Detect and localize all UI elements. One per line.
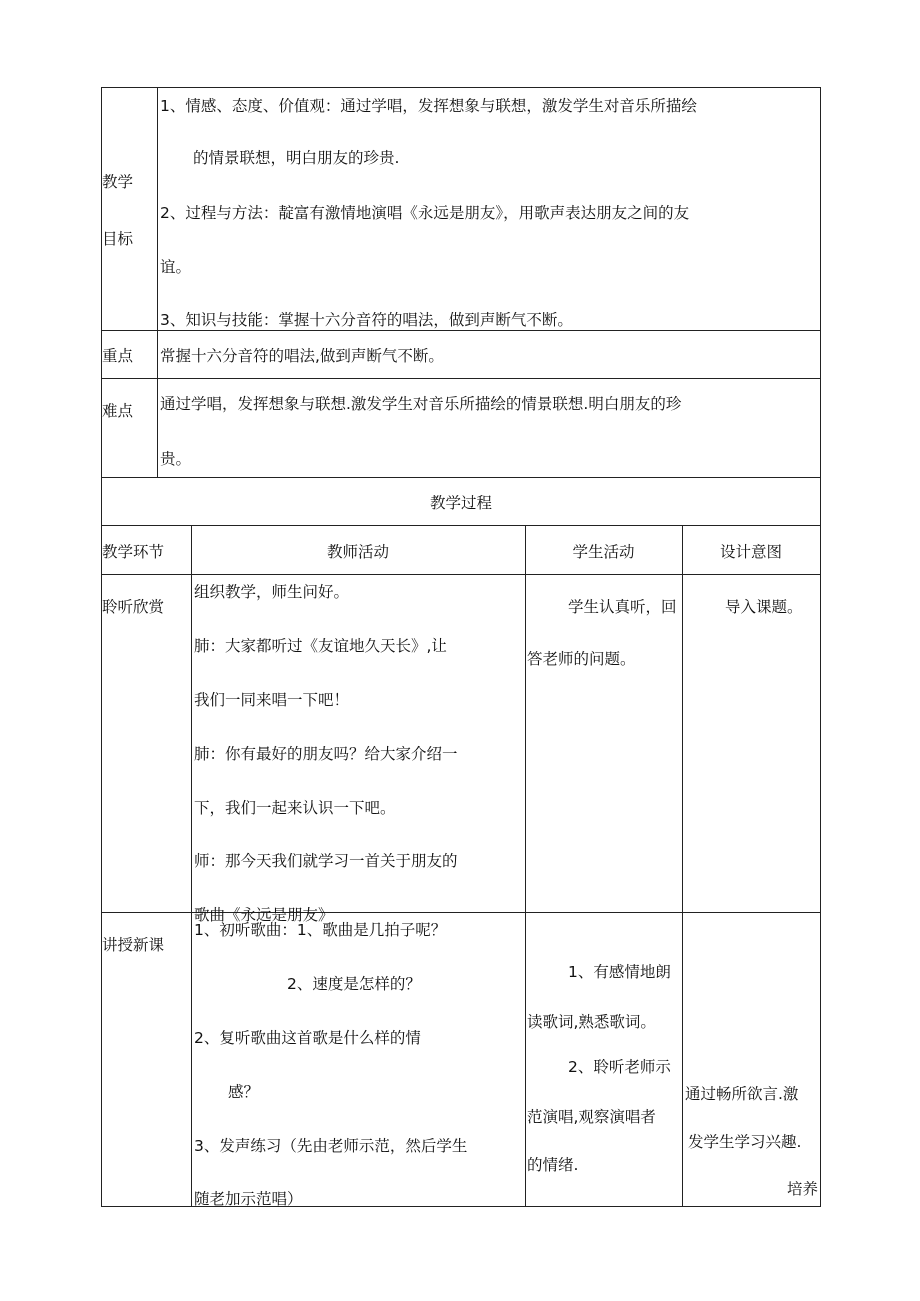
row2-teacher-cell [192, 913, 525, 1206]
objective-line-5: 3、知识与技能：掌握十六分音符的唱法，做到声断气不断。 [160, 311, 573, 329]
objective-line-3: 2、过程与方法：靛富有激情地演唱《永远是朋友》，用歌声表达朋友之间的友 [160, 204, 690, 222]
table-border-top [101, 87, 821, 88]
divider-objectives [101, 330, 821, 331]
row2-intent-line-3: 培养 [787, 1180, 819, 1198]
column-divider-2 [525, 525, 526, 1207]
header-stage: 教学环节 [102, 543, 165, 561]
process-title: 教学过程 [429, 494, 492, 512]
row2-intent-line-1: 通过畅所欲言.激 [685, 1085, 799, 1103]
keypoint-text: 常握十六分音符的唱法,做到声断气不断。 [160, 347, 444, 365]
header-intent: 设计意图 [719, 543, 782, 561]
row2-teacher-line-4: 感？ [228, 1083, 260, 1101]
row1-teacher-line-1: 组织教学，师生问好。 [194, 583, 350, 601]
difficulty-line-1: 通过学唱，发挥想象与联想.激发学生对音乐所描绘的情景联想.明白朋友的珍 [160, 395, 682, 413]
objectives-label-2: 目标 [102, 230, 134, 248]
row2-student-line-2: 读歌词,熟悉歌词。 [527, 1013, 656, 1031]
row1-teacher-line-5: 下，我们一起来认识一下吧。 [194, 799, 396, 817]
row1-intent: 导入课题。 [725, 598, 803, 616]
row2-student-line-5: 的情绪. [527, 1156, 579, 1174]
row2-teacher-line-5: 3、发声练习（先由老师示范，然后学生 [194, 1137, 468, 1155]
row2-teacher-line-3: 2、复听歌曲这首歌是什么样的情 [194, 1029, 421, 1047]
row1-teacher-line-4: 肺：你有最好的朋友吗？给大家介绍一 [194, 745, 458, 763]
divider-keypoint [101, 378, 821, 379]
label-column-divider [157, 87, 158, 478]
objective-line-1: 1、情感、态度、价值观：通过学唱，发挥想象与联想，激发学生对音乐所描绘 [160, 97, 697, 115]
divider-process-title [101, 525, 821, 526]
row1-student-line-1: 学生认真听，回 [568, 598, 677, 616]
divider-difficulty [101, 477, 821, 478]
row2-student-line-1: 1、有感情地朗 [568, 963, 671, 981]
row2-intent-line-2: 发学生学习兴趣. [688, 1133, 802, 1151]
row2-teacher-line-6: 随老加示范唱） [194, 1190, 303, 1208]
row2-teacher-line-1: 1、初听歌曲：1、歌曲是几拍子呢？ [194, 921, 447, 939]
row1-teacher-line-3: 我们一同来唱一下吧！ [194, 691, 350, 709]
objectives-label-1: 教学 [102, 173, 134, 191]
column-divider-3 [682, 525, 683, 1207]
row1-teacher-cell [192, 575, 525, 924]
difficulty-line-2: 贵。 [160, 450, 192, 468]
difficulty-label: 难点 [102, 402, 134, 420]
objective-line-4: 谊。 [160, 258, 192, 276]
row1-stage: 聆听欣赏 [102, 598, 165, 616]
row1-teacher-line-7: 歌曲《永远是朋友》 [194, 906, 334, 924]
table-border-left [101, 87, 102, 1207]
row2-student-line-4: 范演唱,观察演唱者 [527, 1108, 656, 1126]
row1-student-line-2: 答老师的问题。 [527, 650, 636, 668]
header-teacher: 教师活动 [326, 543, 389, 561]
objective-line-2: 的情景联想，明白朋友的珍贵. [193, 149, 400, 167]
row1-teacher-line-6: 师：那今天我们就学习一首关于朋友的 [194, 852, 458, 870]
keypoint-label: 重点 [102, 347, 134, 365]
table-border-right [820, 87, 821, 1207]
header-student: 学生活动 [572, 543, 635, 561]
row2-stage: 讲授新课 [102, 936, 165, 954]
row2-student-line-3: 2、聆听老师示 [568, 1058, 671, 1076]
row2-teacher-line-2: 2、速度是怎样的？ [287, 975, 421, 993]
row1-teacher-line-2: 肺：大家都听过《友谊地久天长》,让 [194, 637, 447, 655]
